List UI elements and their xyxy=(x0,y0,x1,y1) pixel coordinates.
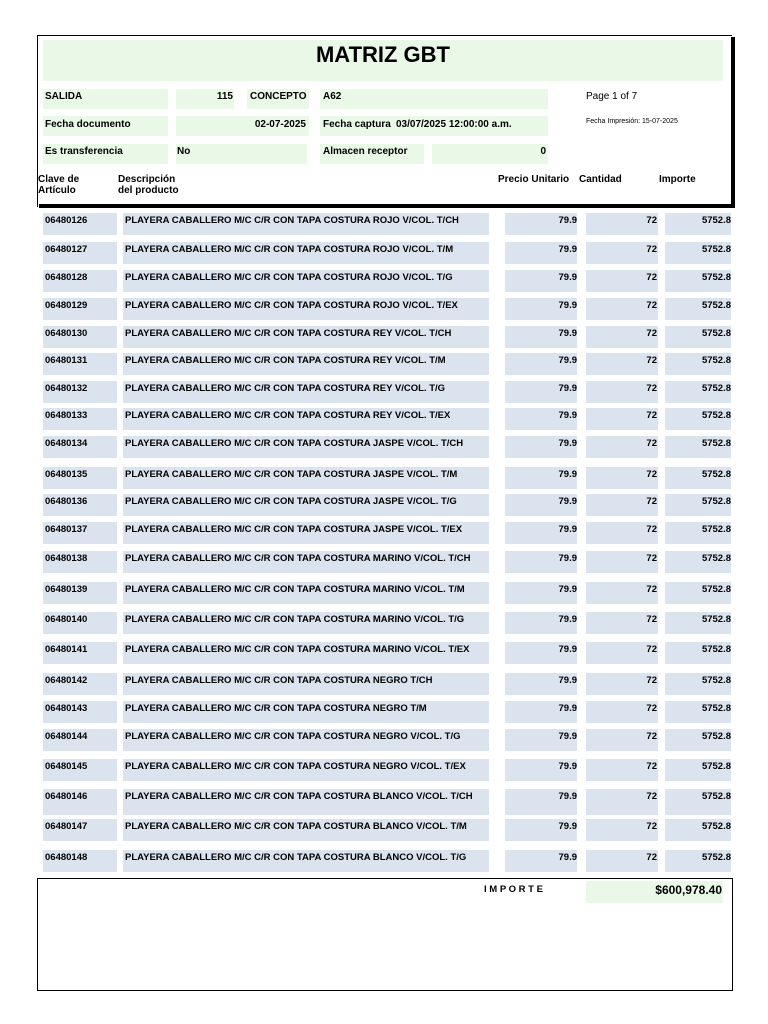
es-transferencia-value-cell xyxy=(176,144,307,164)
item-importe: 5752.8 xyxy=(701,675,731,686)
table-row xyxy=(0,408,768,430)
table-row xyxy=(0,242,768,264)
table-row xyxy=(0,850,768,872)
item-code: 06480142 xyxy=(45,675,88,686)
es-transferencia-label: Es transferencia xyxy=(45,146,123,157)
table-row xyxy=(0,298,768,320)
table-row xyxy=(0,759,768,781)
item-quantity: 72 xyxy=(646,731,657,742)
item-quantity: 72 xyxy=(646,272,657,283)
item-description: PLAYERA CABALLERO M/C C/R CON TAPA COSTURA BLANCO V/COL. T/CH xyxy=(125,791,473,802)
item-quantity: 72 xyxy=(646,524,657,535)
item-quantity: 72 xyxy=(646,703,657,714)
item-code: 06480145 xyxy=(45,761,88,772)
item-price: 79.9 xyxy=(558,761,577,772)
item-price: 79.9 xyxy=(558,584,577,595)
fecha-documento-value: 02-07-2025 xyxy=(254,119,306,130)
item-code: 06480135 xyxy=(45,469,88,480)
item-price: 79.9 xyxy=(558,215,577,226)
table-row xyxy=(0,353,768,375)
item-quantity: 72 xyxy=(646,761,657,772)
table-row xyxy=(0,582,768,604)
item-code: 06480132 xyxy=(45,383,88,394)
importe-total: $600,978.40 xyxy=(655,883,722,897)
item-description: PLAYERA CABALLERO M/C C/R CON TAPA COSTURA MARINO V/COL. T/EX xyxy=(125,644,470,655)
item-price: 79.9 xyxy=(558,524,577,535)
item-description: PLAYERA CABALLERO M/C C/R CON TAPA COSTURA NEGRO V/COL. T/G xyxy=(125,731,461,742)
item-code: 06480140 xyxy=(45,614,88,625)
item-importe: 5752.8 xyxy=(701,328,731,339)
column-header-cantidad: Cantidad xyxy=(579,174,622,185)
item-description: PLAYERA CABALLERO M/C C/R CON TAPA COSTURA MARINO V/COL. T/CH xyxy=(125,553,471,564)
item-description: PLAYERA CABALLERO M/C C/R CON TAPA COSTURA MARINO V/COL. T/M xyxy=(125,584,465,595)
column-header-precio: Precio Unitario xyxy=(498,174,570,185)
item-quantity: 72 xyxy=(646,438,657,449)
item-code: 06480126 xyxy=(45,215,88,226)
importe-label: I M P O R T E xyxy=(484,884,543,895)
item-importe: 5752.8 xyxy=(701,355,731,366)
item-price: 79.9 xyxy=(558,383,577,394)
item-importe: 5752.8 xyxy=(701,438,731,449)
item-code: 06480143 xyxy=(45,703,88,714)
item-importe: 5752.8 xyxy=(701,553,731,564)
item-price: 79.9 xyxy=(558,644,577,655)
item-quantity: 72 xyxy=(646,791,657,802)
table-row xyxy=(0,381,768,403)
item-description: PLAYERA CABALLERO M/C C/R CON TAPA COSTURA JASPE V/COL. T/CH xyxy=(125,438,464,449)
fecha-captura-label: Fecha captura xyxy=(323,119,391,130)
salida-label: SALIDA xyxy=(45,91,83,102)
item-price: 79.9 xyxy=(558,355,577,366)
column-header-clave: Clave de Artículo xyxy=(38,174,80,196)
item-importe: 5752.8 xyxy=(701,584,731,595)
item-description: PLAYERA CABALLERO M/C C/R CON TAPA COSTURA JASPE V/COL. T/M xyxy=(125,469,458,480)
item-description: PLAYERA CABALLERO M/C C/R CON TAPA COSTURA REY V/COL. T/EX xyxy=(125,410,451,421)
item-code: 06480130 xyxy=(45,328,88,339)
item-code: 06480131 xyxy=(45,355,88,366)
almacen-receptor-label: Almacen receptor xyxy=(323,146,408,157)
item-importe: 5752.8 xyxy=(701,614,731,625)
item-price: 79.9 xyxy=(558,553,577,564)
salida-value: 115 xyxy=(216,91,233,102)
item-description: PLAYERA CABALLERO M/C C/R CON TAPA COSTURA REY V/COL. T/G xyxy=(125,383,446,394)
item-code: 06480148 xyxy=(45,852,88,863)
item-quantity: 72 xyxy=(646,355,657,366)
item-importe: 5752.8 xyxy=(701,731,731,742)
item-price: 79.9 xyxy=(558,244,577,255)
item-importe: 5752.8 xyxy=(701,383,731,394)
fecha-captura-value: 03/07/2025 12:00:00 a.m. xyxy=(396,119,512,130)
item-importe: 5752.8 xyxy=(701,496,731,507)
table-row xyxy=(0,467,768,489)
item-quantity: 72 xyxy=(646,644,657,655)
item-description: PLAYERA CABALLERO M/C C/R CON TAPA COSTURA REY V/COL. T/M xyxy=(125,355,446,366)
item-quantity: 72 xyxy=(646,410,657,421)
item-code: 06480144 xyxy=(45,731,88,742)
item-code: 06480146 xyxy=(45,791,88,802)
item-quantity: 72 xyxy=(646,300,657,311)
item-price: 79.9 xyxy=(558,496,577,507)
item-description: PLAYERA CABALLERO M/C C/R CON TAPA COSTURA ROJO V/COL. T/EX xyxy=(125,300,458,311)
item-price: 79.9 xyxy=(558,272,577,283)
almacen-receptor-value: 0 xyxy=(540,146,546,157)
item-quantity: 72 xyxy=(646,244,657,255)
item-code: 06480128 xyxy=(45,272,88,283)
item-importe: 5752.8 xyxy=(701,761,731,772)
item-price: 79.9 xyxy=(558,821,577,832)
header-shadow-bottom xyxy=(39,204,735,208)
item-price: 79.9 xyxy=(558,438,577,449)
column-header-descripcion: Descripción del producto xyxy=(118,174,179,196)
item-description: PLAYERA CABALLERO M/C C/R CON TAPA COSTURA REY V/COL. T/CH xyxy=(125,328,452,339)
page-indicator: Page 1 of 7 xyxy=(586,91,638,102)
item-description: PLAYERA CABALLERO M/C C/R CON TAPA COSTURA JASPE V/COL. T/G xyxy=(125,496,457,507)
item-price: 79.9 xyxy=(558,791,577,802)
item-importe: 5752.8 xyxy=(701,244,731,255)
item-description: PLAYERA CABALLERO M/C C/R CON TAPA COSTURA BLANCO V/COL. T/M xyxy=(125,821,467,832)
item-quantity: 72 xyxy=(646,496,657,507)
item-price: 79.9 xyxy=(558,675,577,686)
item-code: 06480134 xyxy=(45,438,88,449)
table-row xyxy=(0,819,768,841)
table-row xyxy=(0,789,768,815)
table-row xyxy=(0,612,768,634)
table-row xyxy=(0,326,768,348)
header-shadow-right xyxy=(731,37,735,207)
document-title: MATRIZ GBT xyxy=(315,42,450,67)
item-code: 06480136 xyxy=(45,496,88,507)
column-tick xyxy=(37,200,38,207)
item-description: PLAYERA CABALLERO M/C C/R CON TAPA COSTURA ROJO V/COL. T/CH xyxy=(125,215,459,226)
item-importe: 5752.8 xyxy=(701,272,731,283)
table-row xyxy=(0,673,768,695)
table-row xyxy=(0,213,768,235)
item-quantity: 72 xyxy=(646,383,657,394)
item-price: 79.9 xyxy=(558,614,577,625)
table-row xyxy=(0,436,768,458)
item-code: 06480127 xyxy=(45,244,88,255)
item-quantity: 72 xyxy=(646,852,657,863)
table-row xyxy=(0,642,768,664)
item-description: PLAYERA CABALLERO M/C C/R CON TAPA COSTURA NEGRO T/CH xyxy=(125,675,433,686)
item-importe: 5752.8 xyxy=(701,215,731,226)
item-price: 79.9 xyxy=(558,469,577,480)
concepto-value-cell xyxy=(320,89,548,109)
item-quantity: 72 xyxy=(646,614,657,625)
item-price: 79.9 xyxy=(558,731,577,742)
item-quantity: 72 xyxy=(646,469,657,480)
item-importe: 5752.8 xyxy=(701,791,731,802)
item-code: 06480141 xyxy=(45,644,88,655)
item-code: 06480138 xyxy=(45,553,88,564)
item-code: 06480129 xyxy=(45,300,88,311)
concepto-label: CONCEPTO xyxy=(250,91,307,102)
item-quantity: 72 xyxy=(646,675,657,686)
item-description: PLAYERA CABALLERO M/C C/R CON TAPA COSTURA JASPE V/COL. T/EX xyxy=(125,524,463,535)
item-quantity: 72 xyxy=(646,553,657,564)
item-importe: 5752.8 xyxy=(701,703,731,714)
item-importe: 5752.8 xyxy=(701,410,731,421)
item-description: PLAYERA CABALLERO M/C C/R CON TAPA COSTURA ROJO V/COL. T/M xyxy=(125,244,454,255)
item-code: 06480133 xyxy=(45,410,88,421)
item-price: 79.9 xyxy=(558,410,577,421)
item-quantity: 72 xyxy=(646,821,657,832)
item-code: 06480147 xyxy=(45,821,88,832)
item-code: 06480139 xyxy=(45,584,88,595)
item-price: 79.9 xyxy=(558,852,577,863)
item-price: 79.9 xyxy=(558,300,577,311)
item-description: PLAYERA CABALLERO M/C C/R CON TAPA COSTURA BLANCO V/COL. T/G xyxy=(125,852,467,863)
table-row xyxy=(0,551,768,573)
table-row xyxy=(0,494,768,516)
item-quantity: 72 xyxy=(646,328,657,339)
column-header-importe: Importe xyxy=(659,174,696,185)
item-price: 79.9 xyxy=(558,703,577,714)
item-importe: 5752.8 xyxy=(701,644,731,655)
table-row xyxy=(0,729,768,751)
item-description: PLAYERA CABALLERO M/C C/R CON TAPA COSTURA NEGRO T/M xyxy=(125,703,427,714)
item-quantity: 72 xyxy=(646,584,657,595)
item-description: PLAYERA CABALLERO M/C C/R CON TAPA COSTURA NEGRO V/COL. T/EX xyxy=(125,761,466,772)
item-importe: 5752.8 xyxy=(701,524,731,535)
item-code: 06480137 xyxy=(45,524,88,535)
item-importe: 5752.8 xyxy=(701,300,731,311)
item-importe: 5752.8 xyxy=(701,852,731,863)
item-importe: 5752.8 xyxy=(701,469,731,480)
concepto-value: A62 xyxy=(323,91,342,102)
table-row xyxy=(0,270,768,292)
fecha-documento-label: Fecha documento xyxy=(45,119,131,130)
item-quantity: 72 xyxy=(646,215,657,226)
item-price: 79.9 xyxy=(558,328,577,339)
item-importe: 5752.8 xyxy=(701,821,731,832)
table-row xyxy=(0,522,768,544)
table-row xyxy=(0,701,768,723)
item-description: PLAYERA CABALLERO M/C C/R CON TAPA COSTURA ROJO V/COL. T/G xyxy=(125,272,453,283)
item-description: PLAYERA CABALLERO M/C C/R CON TAPA COSTURA MARINO V/COL. T/G xyxy=(125,614,465,625)
fecha-impresion: Fecha Impresión: 15-07-2025 xyxy=(586,118,678,125)
es-transferencia-value: No xyxy=(177,146,191,157)
